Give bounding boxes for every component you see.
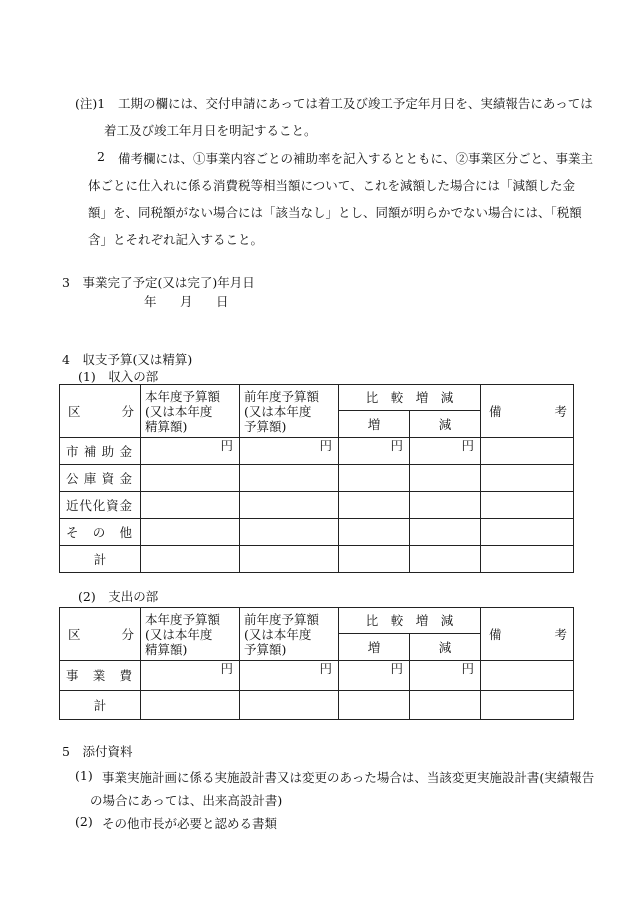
row-label-total: 計 (60, 546, 141, 573)
yen-unit: 円 (339, 438, 410, 465)
header-kubun: 区 分 (60, 608, 141, 661)
row-label (60, 438, 141, 465)
header-compare: 比 較 増 減 (339, 385, 481, 411)
attachment-2-text: その他市長が必要と認める書類 (102, 816, 278, 831)
header-remarks: 備 考 (481, 385, 574, 438)
header-increase: 増 (339, 411, 410, 438)
note-1-line-1: 工期の欄には、交付申請にあっては着工及び竣工予定年月日を、実績報告にあっては (118, 96, 593, 111)
header-decrease: 減 (410, 634, 481, 661)
header-previous-budget: 前年度予算額 (又は本年度 予算額) (240, 385, 339, 438)
date-day: 日 (216, 294, 229, 309)
header-current-budget: 本年度予算額 (又は本年度 精算額) (141, 608, 240, 661)
expense-table (59, 607, 574, 720)
header-previous-budget: 前年度予算額 (又は本年度 予算額) (240, 608, 339, 661)
note-2-line-3: 額」を、同税額がない場合には「該当なし」とし、同額が明らかでない場合には、「税額 (88, 205, 582, 220)
row-label (60, 465, 141, 492)
label-spaced: 公 庫 資 金 (66, 470, 132, 486)
note-2-line-1: 備考欄には、①事業内容ごとの補助率を記入するとともに、②事業区分ごと、事業主 (118, 151, 594, 166)
table-row (60, 546, 574, 573)
note-1-label: (注)1 (75, 96, 106, 111)
date-month: 月 (180, 294, 193, 309)
yen-unit: 円 (141, 438, 240, 465)
row-label-total: 計 (60, 691, 141, 720)
date-year: 年 (144, 294, 157, 309)
row-label (60, 519, 141, 546)
yen-unit: 円 (240, 438, 339, 465)
yen-unit: 円 (410, 438, 481, 465)
table-row (60, 465, 574, 492)
table-row (60, 492, 574, 519)
header-increase: 増 (339, 634, 410, 661)
attachment-2-label: (2) (75, 814, 93, 829)
note-1-line-2: 着工及び竣工年月日を明記すること。 (104, 123, 317, 138)
table-row (60, 438, 574, 465)
note-2-line-4: 含」とそれぞれ記入すること。 (88, 232, 264, 247)
income-heading: (1) 収入の部 (78, 369, 159, 384)
attachment-1-line-1: 事業実施計画に係る実施設計書又は変更のあった場合は、当該変更実施設計書(実績報告 (102, 770, 595, 785)
table-row (60, 519, 574, 546)
attachment-1-line-2: の場合にあっては、出来高設計書) (90, 793, 283, 808)
note-2-label: 2 (97, 149, 105, 164)
label-spaced: 事 業 費 (66, 668, 132, 683)
label-spaced: 近 代 化 資 金 (66, 497, 132, 513)
remarks-cell (481, 661, 574, 691)
remarks-cell (481, 438, 574, 465)
label-spaced: 市 補 助 金 (66, 443, 132, 459)
note-2-line-2: 体ごとに仕入れに係る消費税等相当額について、これを減額した場合には「減額した金 (88, 178, 576, 193)
yen-unit: 円 (410, 661, 481, 691)
yen-unit: 円 (141, 661, 240, 691)
row-label (60, 661, 141, 691)
table-row (60, 691, 574, 720)
header-compare: 比 較 増 減 (339, 608, 481, 634)
yen-unit: 円 (240, 661, 339, 691)
header-current-budget: 本年度予算額 (又は本年度 精算額) (141, 385, 240, 438)
income-table (59, 384, 574, 573)
header-remarks: 備 考 (481, 608, 574, 661)
label-spaced: そ の 他 (66, 524, 132, 540)
row-label (60, 492, 141, 519)
table-row (60, 661, 574, 691)
section-5-heading: 5 添付資料 (62, 744, 133, 759)
expense-heading: (2) 支出の部 (78, 589, 159, 604)
section-3-heading: 3 事業完了予定(又は完了)年月日 (62, 275, 255, 290)
attachment-1-label: (1) (75, 768, 93, 783)
yen-unit: 円 (339, 661, 410, 691)
header-decrease: 減 (410, 411, 481, 438)
section-4-heading: 4 収支予算(又は精算) (62, 352, 193, 367)
header-kubun: 区 分 (60, 385, 141, 438)
